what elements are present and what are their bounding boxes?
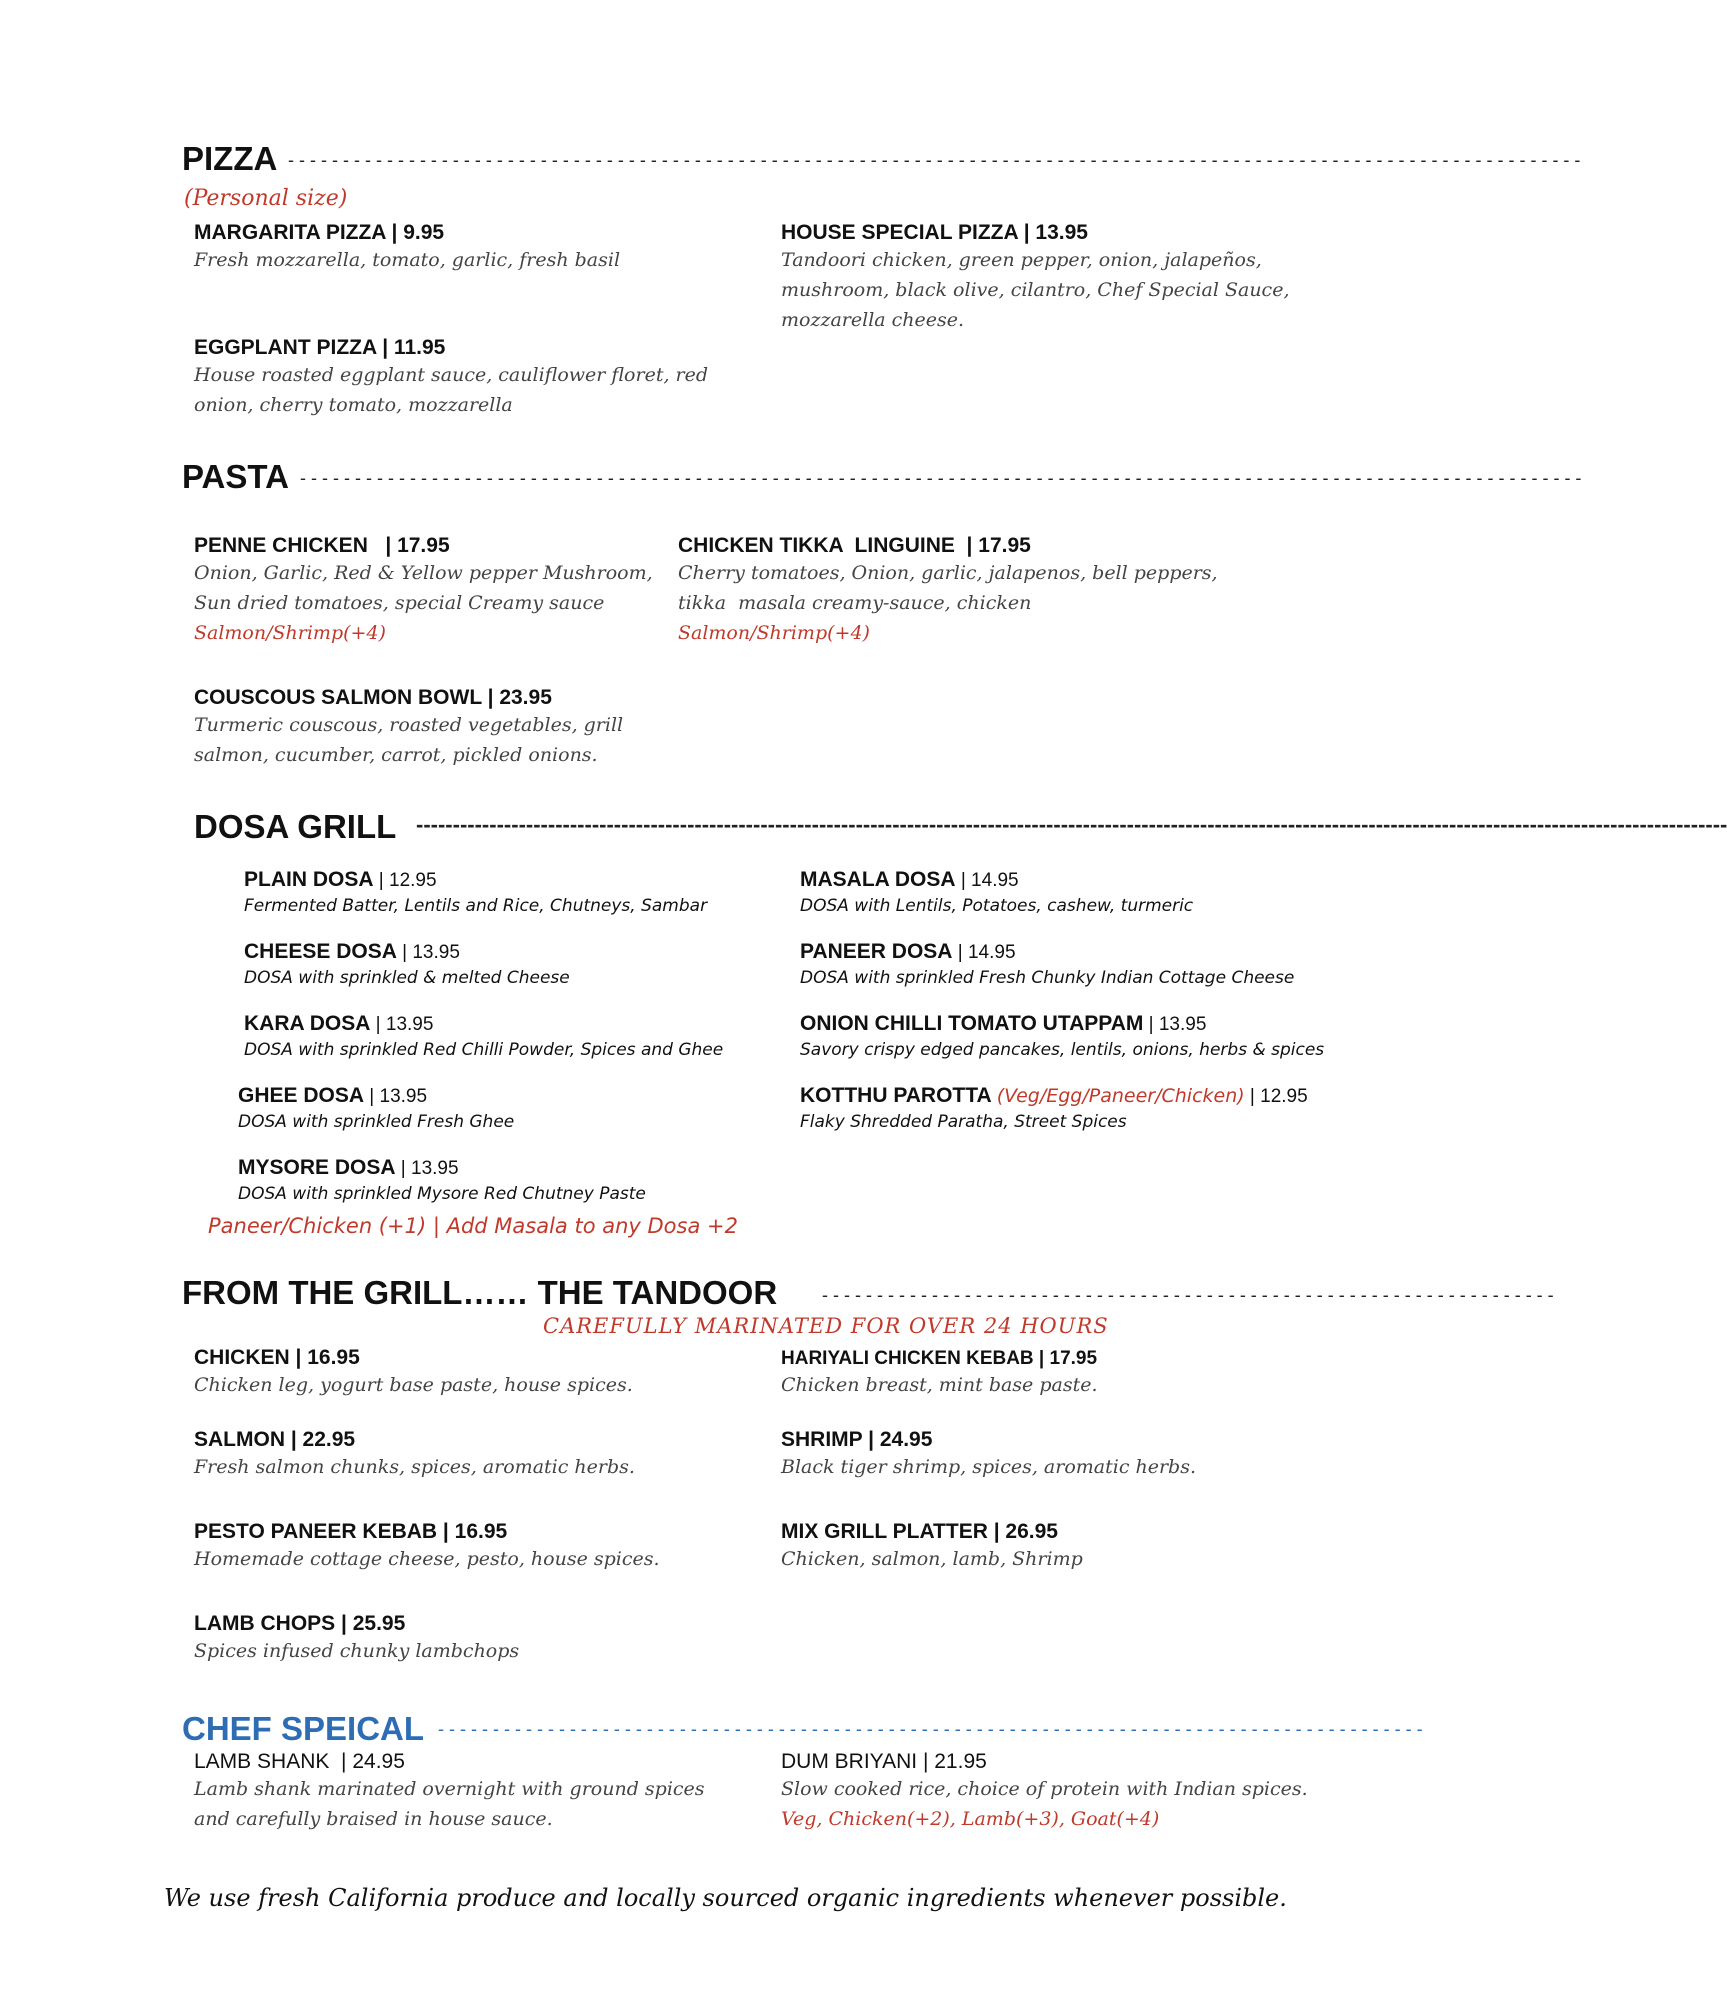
item-description: Chicken, salmon, lamb, Shrimp	[781, 1548, 1083, 1570]
item-name: PESTO PANEER KEBAB | 16.95	[194, 1520, 508, 1543]
item-name: SALMON | 22.95	[194, 1428, 356, 1451]
item-name: HARIYALI CHICKEN KEBAB | 17.95	[781, 1348, 1098, 1369]
menu-item-couscous-salmon-bowl	[194, 686, 623, 770]
tandoor-subtitle: CAREFULLY MARINATED FOR OVER 24 HOURS	[543, 1314, 1109, 1338]
item-description: Cherry tomatoes, Onion, garlic, jalapenos, bell peppers,	[678, 562, 1218, 584]
menu-item-house-special-pizza	[781, 221, 1289, 335]
pasta-title: PASTA	[182, 458, 289, 495]
item-description: Chicken breast, mint base paste.	[781, 1374, 1098, 1396]
item-addon: Salmon/Shrimp(+4)	[678, 622, 870, 644]
item-price: | 14.95	[955, 870, 1019, 891]
item-description: DOSA with sprinkled & melted Cheese	[244, 968, 570, 988]
item-description: Spices infused chunky lambchops	[194, 1640, 520, 1662]
item-description: tikka masala creamy-sauce, chicken	[678, 592, 1032, 614]
menu-item-pesto-paneer-kebab	[194, 1520, 660, 1574]
item-description: Fresh mozzarella, tomato, garlic, fresh basil	[194, 249, 621, 271]
section-divider: - - - - - - - - - - - - - - - - - - - - - - - - - - - - - - - - - - - - - - - - - - - - - - - - - - - - - - - - - - - - - - - - - - -	[822, 1285, 1554, 1305]
menu-item-kara-dosa	[244, 1012, 723, 1060]
footer-note: We use fresh California produce and locally sourced organic ingredients whenever possible.	[164, 1884, 1287, 1912]
item-addon: Veg, Chicken(+2), Lamb(+3), Goat(+4)	[781, 1808, 1160, 1830]
item-description: Turmeric couscous, roasted vegetables, grill	[194, 714, 624, 736]
item-name: CHICKEN TIKKA LINGUINE | 17.95	[678, 534, 1031, 557]
menu-item-mysore-dosa	[238, 1156, 646, 1204]
item-name: PENNE CHICKEN | 17.95	[194, 534, 450, 557]
item-description: mushroom, black olive, cilantro, Chef Special Sauce,	[781, 279, 1290, 301]
menu-item-dum-briyani	[781, 1750, 1308, 1834]
item-description: Chicken leg, yogurt base paste, house spices.	[194, 1374, 633, 1396]
item-description: Flaky Shredded Paratha, Street Spices	[800, 1112, 1127, 1132]
item-price: | 13.95	[395, 1158, 459, 1179]
menu-item-plain-dosa	[244, 868, 707, 916]
pizza-title: PIZZA	[182, 140, 278, 177]
menu-item-lamb-chops	[194, 1612, 519, 1666]
item-name: ONION CHILLI TOMATO UTAPPAM | 13.95	[800, 1012, 1207, 1035]
item-price: | 13.95	[364, 1086, 428, 1107]
dosa-grill-title: DOSA GRILL	[194, 808, 397, 845]
item-description: Sun dried tomatoes, special Creamy sauce	[194, 592, 605, 614]
item-description: Onion, Garlic, Red & Yellow pepper Mushroom,	[194, 562, 653, 584]
item-name: COUSCOUS SALMON BOWL | 23.95	[194, 686, 552, 709]
tandoor-title: FROM THE GRILL…… THE TANDOOR	[182, 1274, 778, 1311]
item-price: | 13.95	[396, 942, 460, 963]
item-name: KARA DOSA | 13.95	[244, 1012, 434, 1035]
item-description: DOSA with sprinkled Mysore Red Chutney Paste	[238, 1184, 646, 1204]
item-name: PLAIN DOSA | 12.95	[244, 868, 437, 891]
item-description: Slow cooked rice, choice of protein with Indian spices.	[781, 1778, 1308, 1800]
item-price: | 13.95	[1143, 1014, 1207, 1035]
menu-item-ghee-dosa	[238, 1084, 514, 1132]
item-variant: (Veg/Egg/Paneer/Chicken)	[996, 1085, 1245, 1107]
item-name: PANEER DOSA | 14.95	[800, 940, 1016, 963]
menu-item-salmon	[194, 1428, 635, 1482]
item-description: Black tiger shrimp, spices, aromatic herbs.	[781, 1456, 1197, 1478]
section-divider: - - - - - - - - - - - - - - - - - - - - - - - - - - - - - - - - - - - - - - - - - - - - - - - - - - - - - - - - - - - - - - - - - - - - - - - - - - - - - - - - - - - - - - - - - - - - - - - - - - - - - - - - - - - - - - - - - - - - - -	[288, 150, 1581, 170]
menu-item-hariyali-chicken-kebab	[781, 1348, 1098, 1400]
item-description: DOSA with sprinkled Fresh Ghee	[238, 1112, 515, 1132]
item-price: | 12.95	[373, 870, 437, 891]
item-name: CHICKEN | 16.95	[194, 1346, 360, 1369]
item-description: DOSA with Lentils, Potatoes, cashew, turmeric	[800, 896, 1194, 916]
item-description: DOSA with sprinkled Red Chilli Powder, Spices and Ghee	[244, 1040, 724, 1060]
item-name: MIX GRILL PLATTER | 26.95	[781, 1520, 1058, 1543]
item-name: LAMB SHANK | 24.95	[194, 1750, 405, 1773]
item-name: GHEE DOSA | 13.95	[238, 1084, 428, 1107]
item-price: | 14.95	[952, 942, 1016, 963]
menu-item-cheese-dosa	[244, 940, 570, 988]
menu-item-paneer-dosa	[800, 940, 1294, 988]
section-divider: -----------------------------------------------------------------------------------------------------------------------------------------------------------------------------------	[416, 812, 1727, 837]
item-name: LAMB CHOPS | 25.95	[194, 1612, 406, 1635]
menu-item-lamb-shank	[194, 1750, 705, 1834]
item-description: Tandoori chicken, green pepper, onion, jalapeños,	[781, 249, 1262, 271]
item-description: Fermented Batter, Lentils and Rice, Chutneys, Sambar	[244, 896, 708, 916]
section-divider: - - - - - - - - - - - - - - - - - - - - - - - - - - - - - - - - - - - - - - - - - - - - - - - - - - - - - - - - - - - - - - - - - - - - - - - - - - - - - - - - - - - - - - - - - - - - - - - - - - - - - - - - - - - - - - - - - - - - -	[300, 468, 1582, 488]
menu-item-shrimp	[781, 1428, 1196, 1482]
item-name: CHEESE DOSA | 13.95	[244, 940, 460, 963]
item-name: MASALA DOSA | 14.95	[800, 868, 1019, 891]
pizza-subtitle: (Personal size)	[184, 186, 348, 211]
item-description: onion, cherry tomato, mozzarella	[194, 394, 513, 416]
item-description: salmon, cucumber, carrot, pickled onions.	[194, 744, 598, 766]
item-description: mozzarella cheese.	[781, 309, 965, 331]
item-price: | 12.95	[1244, 1086, 1308, 1107]
chef-special-title: CHEF SPEICAL	[182, 1710, 425, 1747]
item-name: MARGARITA PIZZA | 9.95	[194, 221, 445, 244]
item-name: KOTTHU PAROTTA (Veg/Egg/Paneer/Chicken) | 12.95	[800, 1084, 1308, 1107]
item-description: House roasted eggplant sauce, cauliflower floret, red	[194, 364, 709, 386]
menu-item-penne-chicken	[194, 534, 653, 648]
item-name: EGGPLANT PIZZA | 11.95	[194, 336, 446, 359]
menu-item-eggplant-pizza	[194, 336, 708, 420]
item-name: MYSORE DOSA | 13.95	[238, 1156, 459, 1179]
item-description: and carefully braised in house sauce.	[194, 1808, 553, 1830]
item-description: Homemade cottage cheese, pesto, house spices.	[194, 1548, 660, 1570]
menu-item-onion-chilli-tomato-utappam	[800, 1012, 1324, 1060]
dosa-addon-note: Paneer/Chicken (+1) | Add Masala to any Dosa +2	[208, 1214, 738, 1238]
item-description: DOSA with sprinkled Fresh Chunky Indian Cottage Cheese	[800, 968, 1295, 988]
item-description: Lamb shank marinated overnight with ground spices	[194, 1778, 705, 1800]
item-name: SHRIMP | 24.95	[781, 1428, 933, 1451]
item-name: DUM BRIYANI | 21.95	[781, 1750, 987, 1773]
menu-item-kotthu-parotta	[800, 1084, 1308, 1132]
item-price: | 13.95	[370, 1014, 434, 1035]
menu-item-chicken	[194, 1346, 633, 1400]
menu-item-chicken-tikka-linguine	[678, 534, 1218, 648]
item-name: HOUSE SPECIAL PIZZA | 13.95	[781, 221, 1088, 244]
item-addon: Salmon/Shrimp(+4)	[194, 622, 386, 644]
menu-item-margarita-pizza	[194, 221, 620, 275]
item-description: Fresh salmon chunks, spices, aromatic herbs.	[194, 1456, 635, 1478]
item-description: Savory crispy edged pancakes, lentils, onions, herbs & spices	[800, 1040, 1325, 1060]
section-divider: - - - - - - - - - - - - - - - - - - - - - - - - - - - - - - - - - - - - - - - - - - - - - - - - - - - - - - - - - - - - - - - - - - - - - - - - - - - - - - - - - - - - - - - - - -	[438, 1719, 1423, 1739]
menu-item-masala-dosa	[800, 868, 1193, 916]
menu-item-mix-grill-platter	[781, 1520, 1083, 1574]
